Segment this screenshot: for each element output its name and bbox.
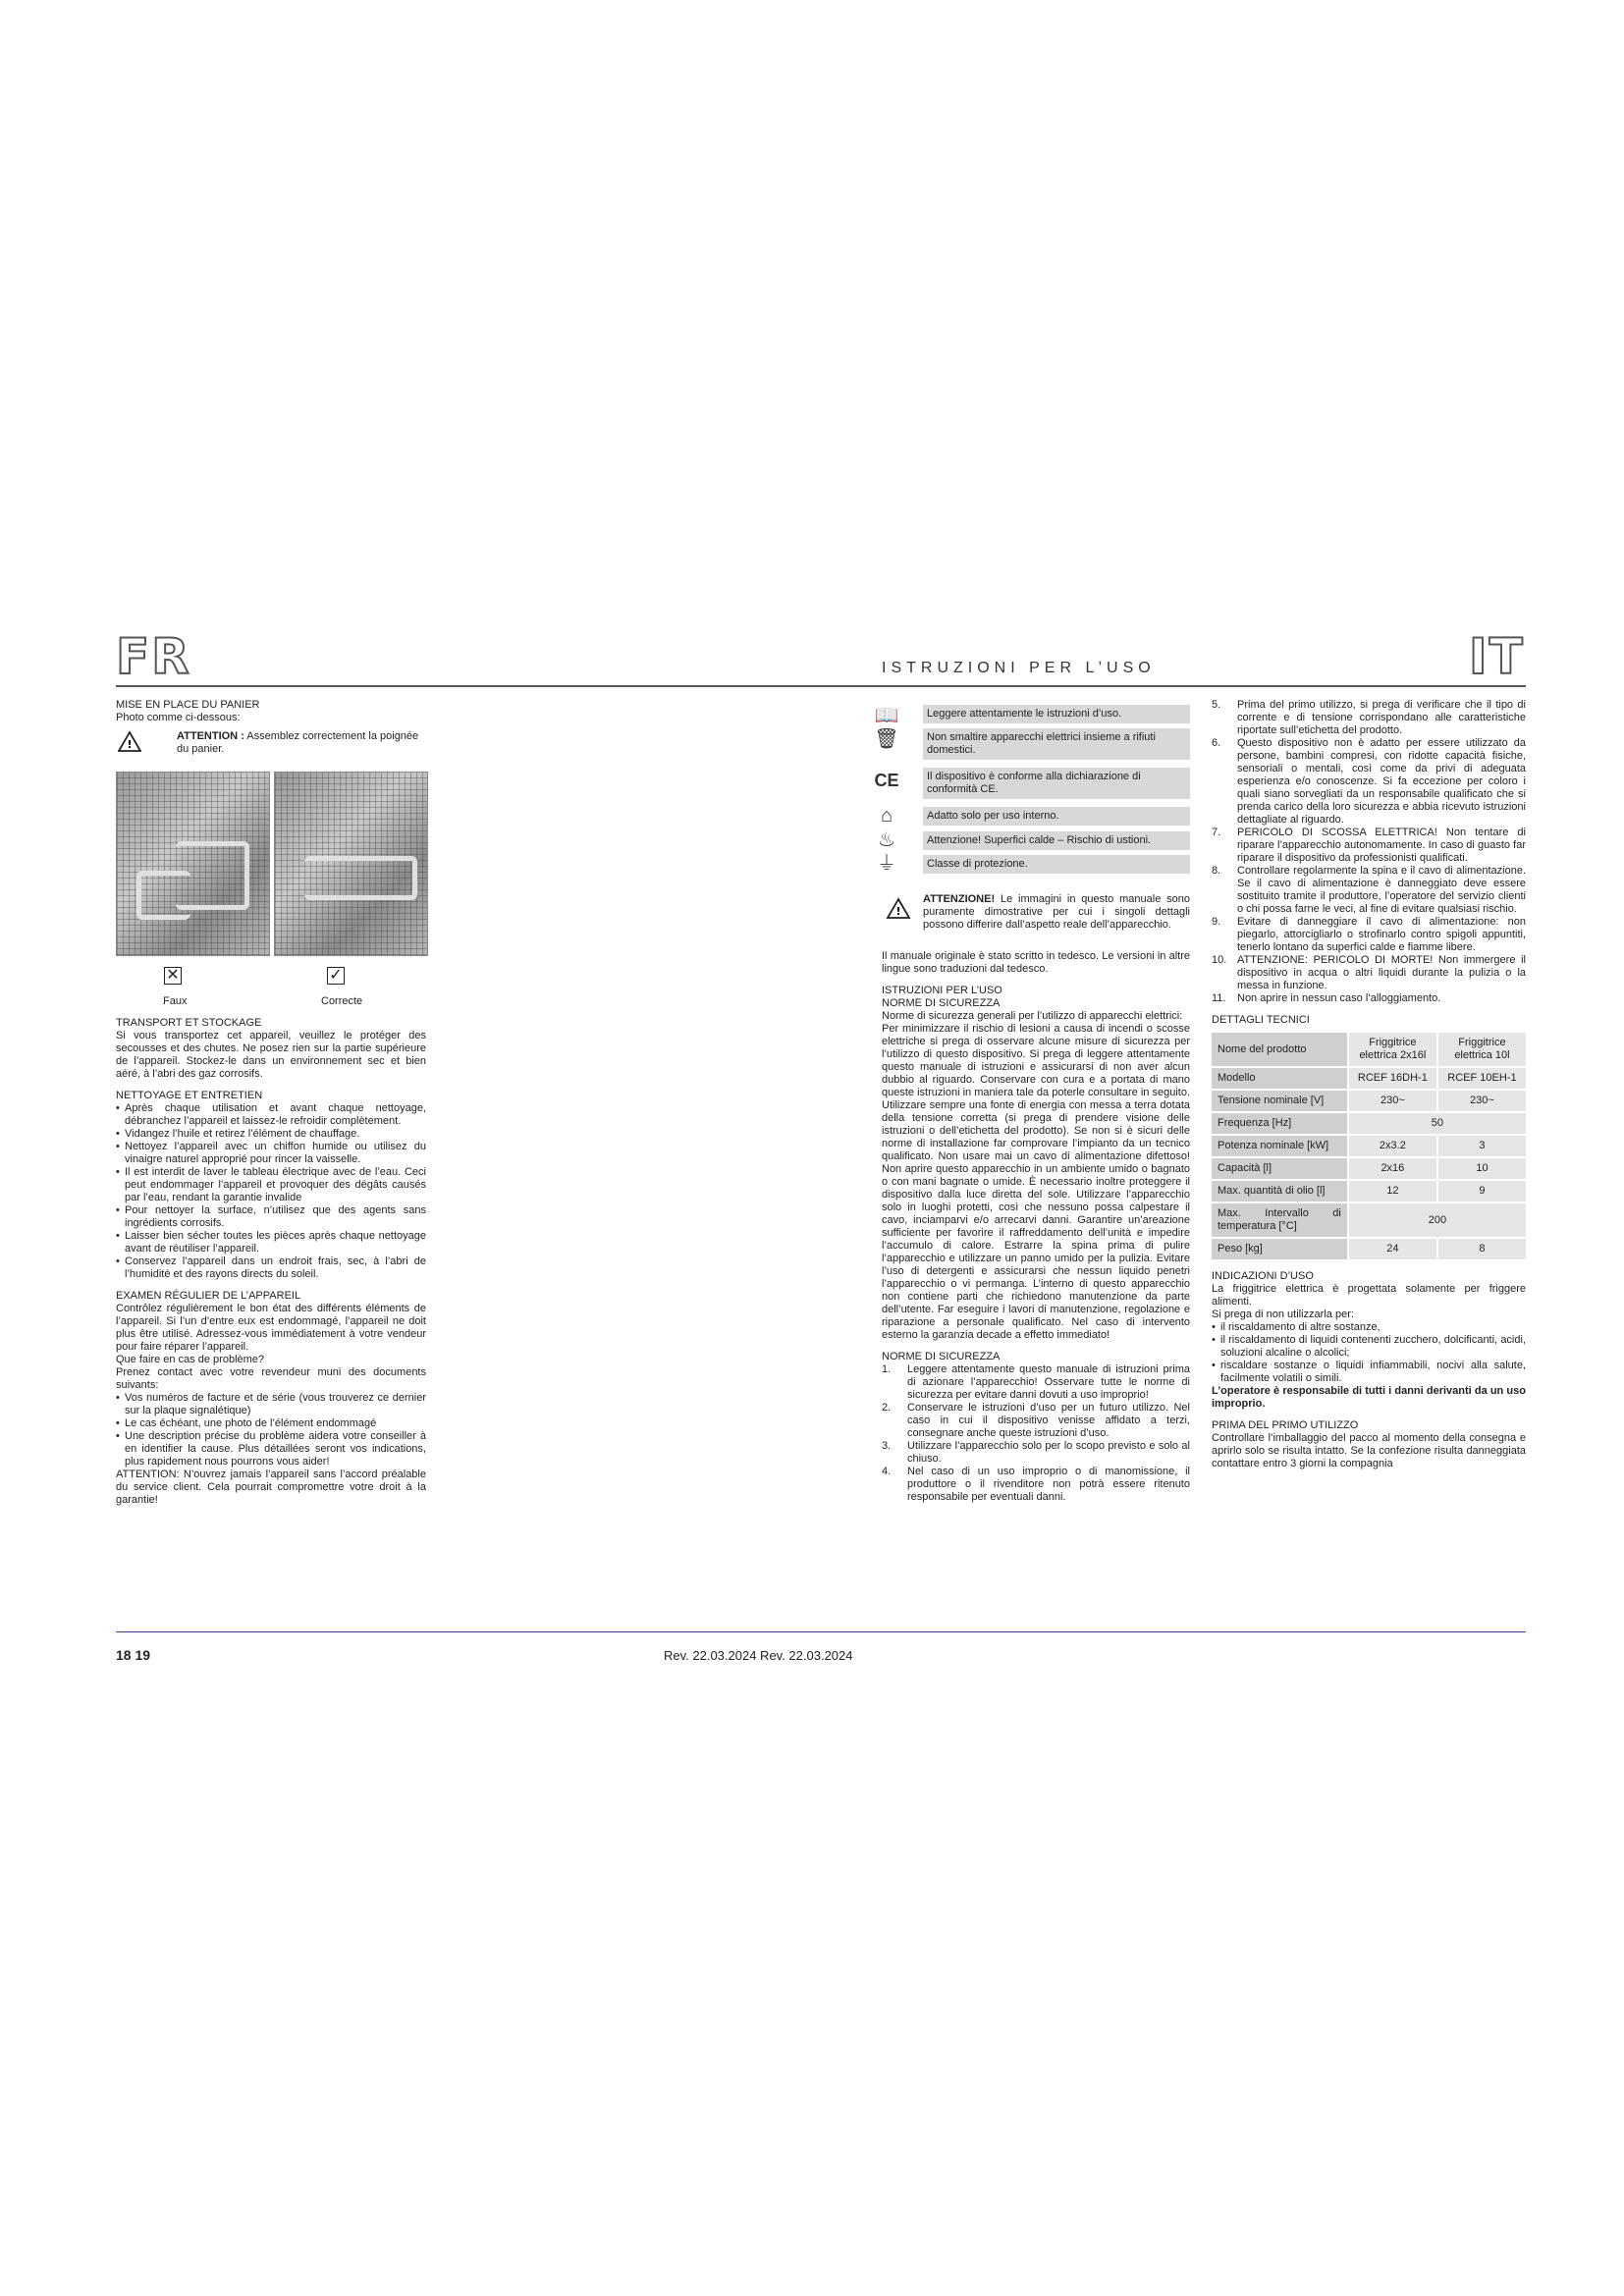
- item-text: Nel caso di un uso improprio o di manomissione, il produttore o il rivenditore non potrà essere ritenuto responsabile per eventuali danni.: [907, 1466, 1190, 1503]
- list-item: • Nettoyez l’appareil avec un chiffon humide ou utilisez du vinaigre naturel approprié pour rincer la vaisselle.: [116, 1141, 426, 1166]
- symbol-text: Attenzione! Superfici calde – Rischio di ustioni.: [923, 831, 1190, 850]
- read-manual-icon: 📖: [874, 705, 899, 726]
- spec-table: [1212, 1033, 1526, 1261]
- spec-value: 3: [1437, 1135, 1526, 1157]
- item-text: Leggere attentamente questo manuale di istruzioni prima di azionare l’apparecchio! Osservare tutte le norme di sicurezza per evitare danni dovuti a uso improprio!: [907, 1363, 1190, 1401]
- list-item: • Après chaque utilisation et avant chaque nettoyage, débranchez l’appareil et laissez-le refroidir complètement.: [116, 1102, 426, 1128]
- item-number: 4.: [882, 1466, 892, 1477]
- spec-label: Peso [kg]: [1212, 1238, 1348, 1260]
- it-indicazioni-title: INDICAZIONI D’USO: [1212, 1270, 1314, 1282]
- table-row: [1212, 1033, 1526, 1067]
- correcte-label: Correcte: [321, 995, 363, 1007]
- it-norme-text: Per minimizzare il rischio di lesioni a causa di incendi o scosse elettriche si prega di osservare alcune misure di sicurezza per l’utilizzo di questo dispositivo. Si prega di leggere attentamente questo manuale di istruzioni e assicurarsi di non aver alcun dubbio al riguardo. Conservare con cura e a portata di mano queste istruzioni in maniera tale da poterle consultare in seguito. Utilizzare sempre una fonte di energia con messa a terra dotata della tensione corretta (si prega di prendere visione delle istruzioni o dell’etichetta del prodotto). Se non si è sicuri delle norme di installazione far comprovare l’impianto da un tecnico qualificato. Non usare mai un cavo di alimentazione difettoso! Non aprire questo apparecchio in un ambiente umido o bagnato o con mani bagnate o umide. È necessario inoltre proteggere il dispositivo dalla luce diretta del sole. Utilizzare l’apparecchio solo in luoghi protetti, così che nessuno possa calpestare il cavo, inciamparvi e/o arrecarvi danni. Garantire un’areazione sufficiente per favorire il raffreddamento dell’unità e impedire l’accumulo di calore. Estrarre la spina prima di pulire l’apparecchio e utilizzare un panno umido per la pulizia. Evitare l’uso di detergenti e assicurarsi che nessun liquido penetri l’apparecchio o vi permanga. L’interno di questo apparecchio non contiene parti che richiedono manutenzione da parte dell’utente. Far eseguire i lavori di manutenzione, regolazione e riparazione a personale qualificato. Nel caso di intervento esterno la garanzia decade a effetto immediato!: [882, 1023, 1190, 1341]
- it-norme2-list-cont: [1212, 699, 1526, 1005]
- list-item: • Conservez l’appareil dans un endroit frais, sec, à l’abri de l’humidité et des rayons directs du soleil.: [116, 1255, 426, 1281]
- item-text: Non aprire in nessun caso l’alloggiamento.: [1237, 992, 1441, 1004]
- fr-probleme-text: Prenez contact avec votre revendeur muni des documents suivants:: [116, 1366, 426, 1391]
- symbol-text: Non smaltire apparecchi elettrici insieme a rifiuti domestici.: [923, 728, 1190, 760]
- symbol-text: Adatto solo per uso interno.: [923, 807, 1190, 826]
- it-norme2-list: [882, 1363, 1190, 1504]
- fr-probleme-question: Que faire en cas de problème?: [116, 1354, 265, 1365]
- it-norme-title: NORME DI SICUREZZA: [882, 997, 1001, 1009]
- list-item: [1212, 916, 1526, 954]
- symbol-text: Il dispositivo è conforme alla dichiarazione di conformità CE.: [923, 768, 1190, 799]
- fr-column: [116, 699, 426, 762]
- list-item: [882, 1440, 1190, 1466]
- warning-triangle-icon: [886, 897, 911, 919]
- item-number: 6.: [1212, 737, 1221, 749]
- ce-mark-icon: CE: [874, 771, 899, 790]
- spec-value: 230~: [1437, 1090, 1526, 1112]
- spec-label: Nome del prodotto: [1212, 1033, 1348, 1067]
- spec-label: Max. quantità di olio [l]: [1212, 1180, 1348, 1202]
- list-item: • Vidangez l’huile et retirez l’élément de chauffage.: [116, 1128, 426, 1141]
- it-attenzione-block: [923, 893, 1190, 932]
- list-item: [1212, 827, 1526, 865]
- list-item: [1212, 992, 1526, 1005]
- svg-text:!: !: [895, 905, 901, 918]
- item-number: 8.: [1212, 865, 1221, 877]
- fr-attention-label: ATTENTION :: [177, 730, 244, 742]
- spec-value: 50: [1348, 1112, 1526, 1135]
- it-primo-text: Controllare l’imballaggio del pacco al momento della consegna e aprirlo solo se risulta intatto. Se la confezione risulta danneggiata contattare entro 3 giorni la compagnia: [1212, 1432, 1526, 1469]
- earth-ground-icon: ⏚: [877, 853, 896, 875]
- list-item: • Une description précise du problème aidera votre conseiller à en identifier la cause. Plus détaillées seront vos indications, plus rapidement nous pourrons vous aider!: [116, 1430, 426, 1468]
- spec-value: RCEF 10EH-1: [1437, 1067, 1526, 1090]
- faux-label: Faux: [163, 995, 188, 1007]
- spec-value: 12: [1348, 1180, 1437, 1202]
- item-text: Evitare di danneggiare il cavo di alimentazione: non piegarlo, attorcigliarlo o strofinarlo contro spigoli appuntiti, tenerlo lontano da superfici calde e fiamme libere.: [1237, 916, 1526, 953]
- it-indicazioni-list: [1212, 1321, 1526, 1385]
- lang-code-fr: FR: [116, 628, 191, 685]
- spec-value: 9: [1437, 1180, 1526, 1202]
- it-primo-title: PRIMA DEL PRIMO UTILIZZO: [1212, 1419, 1359, 1431]
- list-item: • Le cas échéant, une photo de l’élément endommagé: [116, 1417, 426, 1430]
- item-number: 11.: [1212, 992, 1226, 1004]
- spec-label: Max. Intervallo di temperatura [°C]: [1212, 1202, 1348, 1238]
- item-number: 5.: [1212, 699, 1221, 711]
- fr-attention-text: Assemblez correctement la poignée du panier.: [177, 730, 419, 755]
- table-row: [1212, 1090, 1526, 1112]
- svg-text:!: !: [127, 738, 133, 751]
- cross-box-icon: ✕: [164, 967, 182, 985]
- spec-label: Modello: [1212, 1067, 1348, 1090]
- item-text: Controllare regolarmente la spina e il cavo di alimentazione. Se il cavo di alimentazione è danneggiato deve essere sostituito tramite il produttore, l’operatore del servizio clienti o chi possa farne le veci, al fine di evitare qualsiasi rischio.: [1237, 865, 1526, 915]
- table-row: [1212, 1202, 1526, 1238]
- fr-examen-title: EXAMEN RÉGULIER DE L’APPAREIL: [116, 1290, 301, 1302]
- item-number: 10.: [1212, 954, 1227, 966]
- item-text: Utilizzare l’apparecchio solo per lo scopo previsto e solo al chiuso.: [907, 1440, 1190, 1465]
- it-dettagli-title: DETTAGLI TECNICI: [1212, 1014, 1310, 1026]
- fr-nettoyage-list: [116, 1102, 426, 1281]
- list-item: • riscaldare sostanze o liquidi infiammabili, nocivi alla salute, facilmente volatili o simili.: [1212, 1360, 1526, 1385]
- list-item: [1212, 865, 1526, 916]
- item-text: Conservare le istruzioni d’uso per un futuro utilizzo. Nel caso in cui il dispositivo venisse affidato a terzi, consegnare anche queste istruzioni d’uso.: [907, 1402, 1190, 1439]
- indoor-house-icon: ⌂: [880, 805, 893, 827]
- it-indicazioni-text: La friggitrice elettrica è progettata solamente per friggere alimenti.: [1212, 1283, 1526, 1308]
- item-text: PERICOLO DI SCOSSA ELETTRICA! Non tentare di riparare l’apparecchio autonomamente. In caso di guasto far riparare il dispositivo da professionisti qualificati.: [1237, 827, 1526, 864]
- table-row: [1212, 1157, 1526, 1180]
- weee-bin-icon: 🗑: [874, 728, 899, 750]
- fr-nettoyage-title: NETTOYAGE ET ENTRETIEN: [116, 1090, 263, 1101]
- list-item: • Laisser bien sécher toutes les pièces après chaque nettoyage avant de réutiliser l’appareil.: [116, 1230, 426, 1255]
- warning-triangle-icon: [118, 730, 141, 752]
- item-text: Prima del primo utilizzo, si prega di verificare che il tipo di corrente e di tensione corrispondano alle caratteristiche riportate sull’etichetta del prodotto.: [1237, 699, 1526, 736]
- list-item: • Vos numéros de facture et de série (vous trouverez ce dernier sur la plaque signalétique): [116, 1392, 426, 1417]
- table-row: [1212, 1238, 1526, 1260]
- basket-photo-correct: [274, 772, 428, 956]
- it-norme2-title: NORME DI SICUREZZA: [882, 1351, 1001, 1362]
- basket-photo-wrong: [116, 772, 270, 956]
- spec-value: 10: [1437, 1157, 1526, 1180]
- symbol-text: Classe di protezione.: [923, 855, 1190, 874]
- it-indicazioni-bold: L’operatore è responsabile di tutti i danni derivanti da un uso improprio.: [1212, 1385, 1526, 1410]
- spec-label: Tensione nominale [V]: [1212, 1090, 1348, 1112]
- item-text: Questo dispositivo non è adatto per essere utilizzato da persone, bambini compresi, con ridotte capacità fisiche, sensoriali o mentali, così come da privi di adeguata esperienza e/o conoscenze. Si fa eccezione per coloro i quali siano sorvegliati da un responsabile qualificato che si prenda carico della loro sicurezza e abbia ricevuto istruzioni dettagliate al riguardo.: [1237, 737, 1526, 826]
- spec-value: Friggitrice elettrica 10l: [1437, 1033, 1526, 1067]
- list-item: • Pour nettoyer la surface, n’utilisez que des agents sans ingrédients corrosifs.: [116, 1204, 426, 1230]
- table-row: [1212, 1112, 1526, 1135]
- list-item: [882, 1402, 1190, 1440]
- table-row: [1212, 1135, 1526, 1157]
- list-item: • il riscaldamento di liquidi contenenti zucchero, dolcificanti, acidi, soluzioni alcaline o alcolici;: [1212, 1334, 1526, 1360]
- fr-panier-sub: Photo comme ci-dessous:: [116, 712, 241, 723]
- item-number: 2.: [882, 1402, 892, 1414]
- symbol-text: Leggere attentamente le istruzioni d’uso.: [923, 705, 1190, 723]
- list-item: • il riscaldamento di altre sostanze,: [1212, 1321, 1526, 1334]
- header-rule: [116, 685, 1526, 687]
- item-number: 1.: [882, 1363, 892, 1375]
- spec-value: RCEF 16DH-1: [1348, 1067, 1437, 1090]
- fr-examen-text: Contrôlez régulièrement le bon état des différents éléments de l’appareil. Si l’un d’entre eux est endommagé, l’appareil ne doit plus être utilisé. Adressez-vous immédiatement à votre vendeur pour faire réparer l’appareil.: [116, 1303, 426, 1353]
- spec-label: Potenza nominale [kW]: [1212, 1135, 1348, 1157]
- spec-value: 24: [1348, 1238, 1437, 1260]
- item-number: 3.: [882, 1440, 892, 1452]
- spec-value: 2x3.2: [1348, 1135, 1437, 1157]
- it-attenzione-text: Le immagini in questo manuale sono puramente dimostrative per cui i singoli dettagli possono differire dall’aspetto reale dell’apparecchio.: [923, 893, 1190, 931]
- it-middle-column: [882, 950, 1190, 1504]
- fr-transport-title: TRANSPORT ET STOCKAGE: [116, 1017, 262, 1029]
- spec-value: 200: [1348, 1202, 1526, 1238]
- item-number: 7.: [1212, 827, 1221, 838]
- it-norme-sub: Norme di sicurezza generali per l’utilizzo di apparecchi elettrici:: [882, 1010, 1183, 1022]
- table-row: [1212, 1180, 1526, 1202]
- document-title: ISTRUZIONI PER L’USO: [882, 660, 1156, 676]
- table-row: [1212, 1067, 1526, 1090]
- footer-rule: [116, 1631, 1526, 1632]
- fr-attention-block: [116, 728, 426, 762]
- check-box-icon: ✓: [327, 967, 345, 985]
- hot-surface-icon: ♨: [878, 829, 895, 851]
- fr-transport-text: Si vous transportez cet appareil, veuillez le protéger des secousses et des chutes. Ne posez rien sur la partie supérieure de l’appareil. Stockez-le dans un environnement sec et bien aéré, à l’abri des gaz corrosifs.: [116, 1030, 426, 1080]
- revision-date: Rev. 22.03.2024 Rev. 22.03.2024: [664, 1648, 853, 1663]
- page-numbers: 18 19: [116, 1647, 151, 1663]
- lang-code-it: IT: [1469, 628, 1525, 685]
- fr-final-attention: ATTENTION: N’ouvrez jamais l’appareil sans l’accord préalable du service client. Cela pourrait compromettre votre droit à la garantie!: [116, 1468, 426, 1506]
- it-original-text: Il manuale originale è stato scritto in tedesco. Le versioni in altre lingue sono traduzioni dal tedesco.: [882, 950, 1190, 975]
- it-indicazioni-sub: Si prega di non utilizzarla per:: [1212, 1308, 1354, 1320]
- spec-value: 8: [1437, 1238, 1526, 1260]
- spec-label: Frequenza [Hz]: [1212, 1112, 1348, 1135]
- spec-value: Friggitrice elettrica 2x16l: [1348, 1033, 1437, 1067]
- item-text: ATTENZIONE: PERICOLO DI MORTE! Non immergere il dispositivo in acqua o altri liquidi durante la pulizia o la messa in funzione.: [1237, 954, 1526, 991]
- list-item: • Il est interdit de laver le tableau électrique avec de l’eau. Ceci peut endommager l’appareil et provoquer des dégâts causés par l’eau, rendant la garantie invalide: [116, 1166, 426, 1204]
- spec-label: Capacità [l]: [1212, 1157, 1348, 1180]
- spec-value: 2x16: [1348, 1157, 1437, 1180]
- list-item: [1212, 699, 1526, 737]
- spec-value: 230~: [1348, 1090, 1437, 1112]
- list-item: [1212, 954, 1526, 992]
- list-item: [882, 1466, 1190, 1504]
- item-number: 9.: [1212, 916, 1221, 928]
- list-item: [882, 1363, 1190, 1402]
- it-istr-title: ISTRUZIONI PER L’USO: [882, 985, 1002, 996]
- fr-column-lower: [116, 1017, 426, 1507]
- list-item: [1212, 737, 1526, 827]
- it-attenzione-label: ATTENZIONE!: [923, 893, 996, 905]
- fr-panier-title: MISE EN PLACE DU PANIER: [116, 699, 260, 711]
- fr-probleme-list: [116, 1392, 426, 1468]
- it-right-column: [1212, 699, 1526, 1470]
